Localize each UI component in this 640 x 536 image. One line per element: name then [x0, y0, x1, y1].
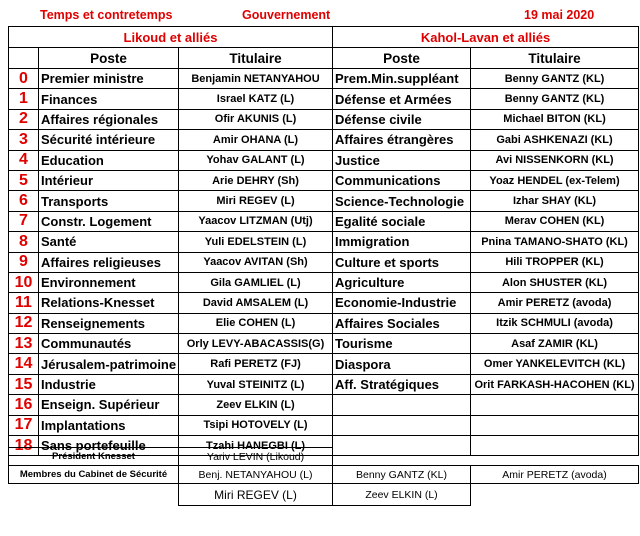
titulaire-cell-kl: Michael BITON (KL) — [471, 109, 639, 129]
titulaire-cell: Yohav GALANT (L) — [179, 150, 333, 170]
poste-cell-kl: Défense civile — [333, 109, 471, 129]
empty-cell — [471, 484, 639, 506]
table-row — [9, 150, 639, 170]
poste-cell: Sécurité intérieure — [39, 130, 179, 150]
poste-cell-kl: Culture et sports — [333, 252, 471, 272]
titulaire-cell: Gila GAMLIEL (L) — [179, 272, 333, 292]
header-date: 19 mai 2020 — [524, 8, 595, 22]
table-row — [9, 293, 639, 313]
row-number: 0 — [9, 69, 39, 89]
cabinet-member: Benj. NETANYAHOU (L) — [179, 466, 333, 484]
poste-cell: Relations-Knesset — [39, 293, 179, 313]
poste-cell: Finances — [39, 89, 179, 109]
poste-cell-kl: Egalité sociale — [333, 211, 471, 231]
poste-cell-kl: Affaires étrangères — [333, 130, 471, 150]
poste-cell: Santé — [39, 232, 179, 252]
titulaire-cell-kl: Itzik SCHMULI (avoda) — [471, 313, 639, 333]
table-row — [9, 415, 639, 435]
empty-cell — [471, 448, 639, 466]
titulaire-cell-kl: Gabi ASHKENAZI (KL) — [471, 130, 639, 150]
poste-cell-kl: Immigration — [333, 232, 471, 252]
president-row — [9, 448, 639, 466]
titulaire-cell: Yuli EDELSTEIN (L) — [179, 232, 333, 252]
cabinet-member: Zeev ELKIN (L) — [333, 484, 471, 506]
table-row — [9, 374, 639, 394]
row-number: 11 — [9, 293, 39, 313]
titulaire-cell-kl: Izhar SHAY (KL) — [471, 191, 639, 211]
poste-cell-kl: Tourisme — [333, 334, 471, 354]
poste-cell: Affaires régionales — [39, 109, 179, 129]
titulaire-cell: Miri REGEV (L) — [179, 191, 333, 211]
poste-cell-kl: Justice — [333, 150, 471, 170]
titulaire-cell: Benjamin NETANYAHOU — [179, 69, 333, 89]
row-number: 12 — [9, 313, 39, 333]
table-row — [9, 89, 639, 109]
poste-cell-kl: Communications — [333, 170, 471, 190]
cabinet-row — [9, 466, 639, 484]
poste-cell-kl: Diaspora — [333, 354, 471, 374]
document-header — [0, 0, 640, 26]
titulaire-cell: Yuval STEINITZ (L) — [179, 374, 333, 394]
poste-cell-kl: Science-Technologie — [333, 191, 471, 211]
row-number: 13 — [9, 334, 39, 354]
column-header-row — [9, 48, 639, 69]
titulaire-cell: Arie DEHRY (Sh) — [179, 170, 333, 190]
group-likoud: Likoud et alliés — [9, 27, 333, 48]
header-subtitle: Gouvernement — [242, 8, 331, 22]
group-header-row — [9, 27, 639, 48]
titulaire-cell-kl: Omer YANKELEVITCH (KL) — [471, 354, 639, 374]
poste-cell: Sans portefeuille — [39, 436, 179, 456]
poste-cell: Intérieur — [39, 170, 179, 190]
poste-cell-kl — [333, 415, 471, 435]
table-row — [9, 69, 639, 89]
poste-cell: Premier ministre — [39, 69, 179, 89]
poste-cell: Enseign. Supérieur — [39, 395, 179, 415]
column-header-titulaire: Titulaire — [179, 48, 333, 69]
column-header-number — [9, 48, 39, 69]
poste-cell-kl — [333, 395, 471, 415]
table-row — [9, 191, 639, 211]
poste-cell-kl: Agriculture — [333, 272, 471, 292]
poste-cell: Affaires religieuses — [39, 252, 179, 272]
poste-cell-kl: Affaires Sociales — [333, 313, 471, 333]
titulaire-cell: Tsipi HOTOVELY (L) — [179, 415, 333, 435]
titulaire-cell-kl: Alon SHUSTER (KL) — [471, 272, 639, 292]
row-number: 17 — [9, 415, 39, 435]
row-number: 4 — [9, 150, 39, 170]
titulaire-cell: David AMSALEM (L) — [179, 293, 333, 313]
titulaire-cell: Elie COHEN (L) — [179, 313, 333, 333]
row-number: 15 — [9, 374, 39, 394]
table-row — [9, 272, 639, 292]
row-number: 3 — [9, 130, 39, 150]
poste-cell-kl: Aff. Stratégiques — [333, 374, 471, 394]
poste-cell: Industrie — [39, 374, 179, 394]
titulaire-cell: Orly LEVY-ABACASSIS(G) — [179, 334, 333, 354]
titulaire-cell: Zeev ELKIN (L) — [179, 395, 333, 415]
cabinet-member: Miri REGEV (L) — [179, 484, 333, 506]
table-row — [9, 130, 639, 150]
titulaire-cell-kl: Avi NISSENKORN (KL) — [471, 150, 639, 170]
table-row — [9, 211, 639, 231]
group-kahol-lavan: Kahol-Lavan et alliés — [333, 27, 639, 48]
titulaire-cell-kl: Yoaz HENDEL (ex-Telem) — [471, 170, 639, 190]
titulaire-cell-kl: Asaf ZAMIR (KL) — [471, 334, 639, 354]
table-row — [9, 395, 639, 415]
titulaire-cell-kl — [471, 415, 639, 435]
row-number: 7 — [9, 211, 39, 231]
titulaire-cell: Rafi PERETZ (FJ) — [179, 354, 333, 374]
empty-cell — [333, 448, 471, 466]
column-header-poste-2: Poste — [333, 48, 471, 69]
cabinet-row-2 — [9, 484, 639, 506]
poste-cell-kl: Economie-Industrie — [333, 293, 471, 313]
titulaire-cell: Yaacov AVITAN (Sh) — [179, 252, 333, 272]
government-table — [8, 26, 639, 456]
titulaire-cell-kl: Orit FARKASH-HACOHEN (KL) — [471, 374, 639, 394]
poste-cell: Communautés — [39, 334, 179, 354]
titulaire-cell-kl: Benny GANTZ (KL) — [471, 89, 639, 109]
poste-cell: Education — [39, 150, 179, 170]
table-row — [9, 252, 639, 272]
header-title: Temps et contretemps — [40, 8, 173, 22]
poste-cell: Renseignements — [39, 313, 179, 333]
president-label: Président Knesset — [9, 448, 179, 466]
row-number: 8 — [9, 232, 39, 252]
president-value: Yariv LEVIN (Likoud) — [179, 448, 333, 466]
titulaire-cell-kl: Amir PERETZ (avoda) — [471, 293, 639, 313]
titulaire-cell: Tzahi HANEGBI (L) — [179, 436, 333, 456]
titulaire-cell: Yaacov LITZMAN (Utj) — [179, 211, 333, 231]
poste-cell: Environnement — [39, 272, 179, 292]
titulaire-cell: Ofir AKUNIS (L) — [179, 109, 333, 129]
row-number: 9 — [9, 252, 39, 272]
poste-cell: Transports — [39, 191, 179, 211]
table-row — [9, 313, 639, 333]
table-row — [9, 354, 639, 374]
titulaire-cell: Amir OHANA (L) — [179, 130, 333, 150]
row-number: 16 — [9, 395, 39, 415]
cabinet-table — [8, 447, 639, 506]
row-number: 2 — [9, 109, 39, 129]
row-number: 18 — [9, 436, 39, 456]
titulaire-cell: Israel KATZ (L) — [179, 89, 333, 109]
table-row — [9, 170, 639, 190]
cabinet-member: Benny GANTZ (KL) — [333, 466, 471, 484]
table-row — [9, 109, 639, 129]
row-number: 14 — [9, 354, 39, 374]
cabinet-member: Amir PERETZ (avoda) — [471, 466, 639, 484]
column-header-poste: Poste — [39, 48, 179, 69]
poste-cell: Jérusalem-patrimoine — [39, 354, 179, 374]
titulaire-cell-kl: Pnina TAMANO-SHATO (KL) — [471, 232, 639, 252]
poste-cell: Constr. Logement — [39, 211, 179, 231]
titulaire-cell-kl — [471, 395, 639, 415]
titulaire-cell-kl: Hili TROPPER (KL) — [471, 252, 639, 272]
poste-cell-kl: Défense et Armées — [333, 89, 471, 109]
poste-cell: Implantations — [39, 415, 179, 435]
poste-cell-kl: Prem.Min.suppléant — [333, 69, 471, 89]
empty-cell — [9, 484, 179, 506]
row-number: 10 — [9, 272, 39, 292]
cabinet-label: Membres du Cabinet de Sécurité — [9, 466, 179, 484]
table-row — [9, 232, 639, 252]
table-row — [9, 334, 639, 354]
titulaire-cell-kl: Merav COHEN (KL) — [471, 211, 639, 231]
row-number: 5 — [9, 170, 39, 190]
row-number: 6 — [9, 191, 39, 211]
column-header-titulaire-2: Titulaire — [471, 48, 639, 69]
row-number: 1 — [9, 89, 39, 109]
titulaire-cell-kl: Benny GANTZ (KL) — [471, 69, 639, 89]
